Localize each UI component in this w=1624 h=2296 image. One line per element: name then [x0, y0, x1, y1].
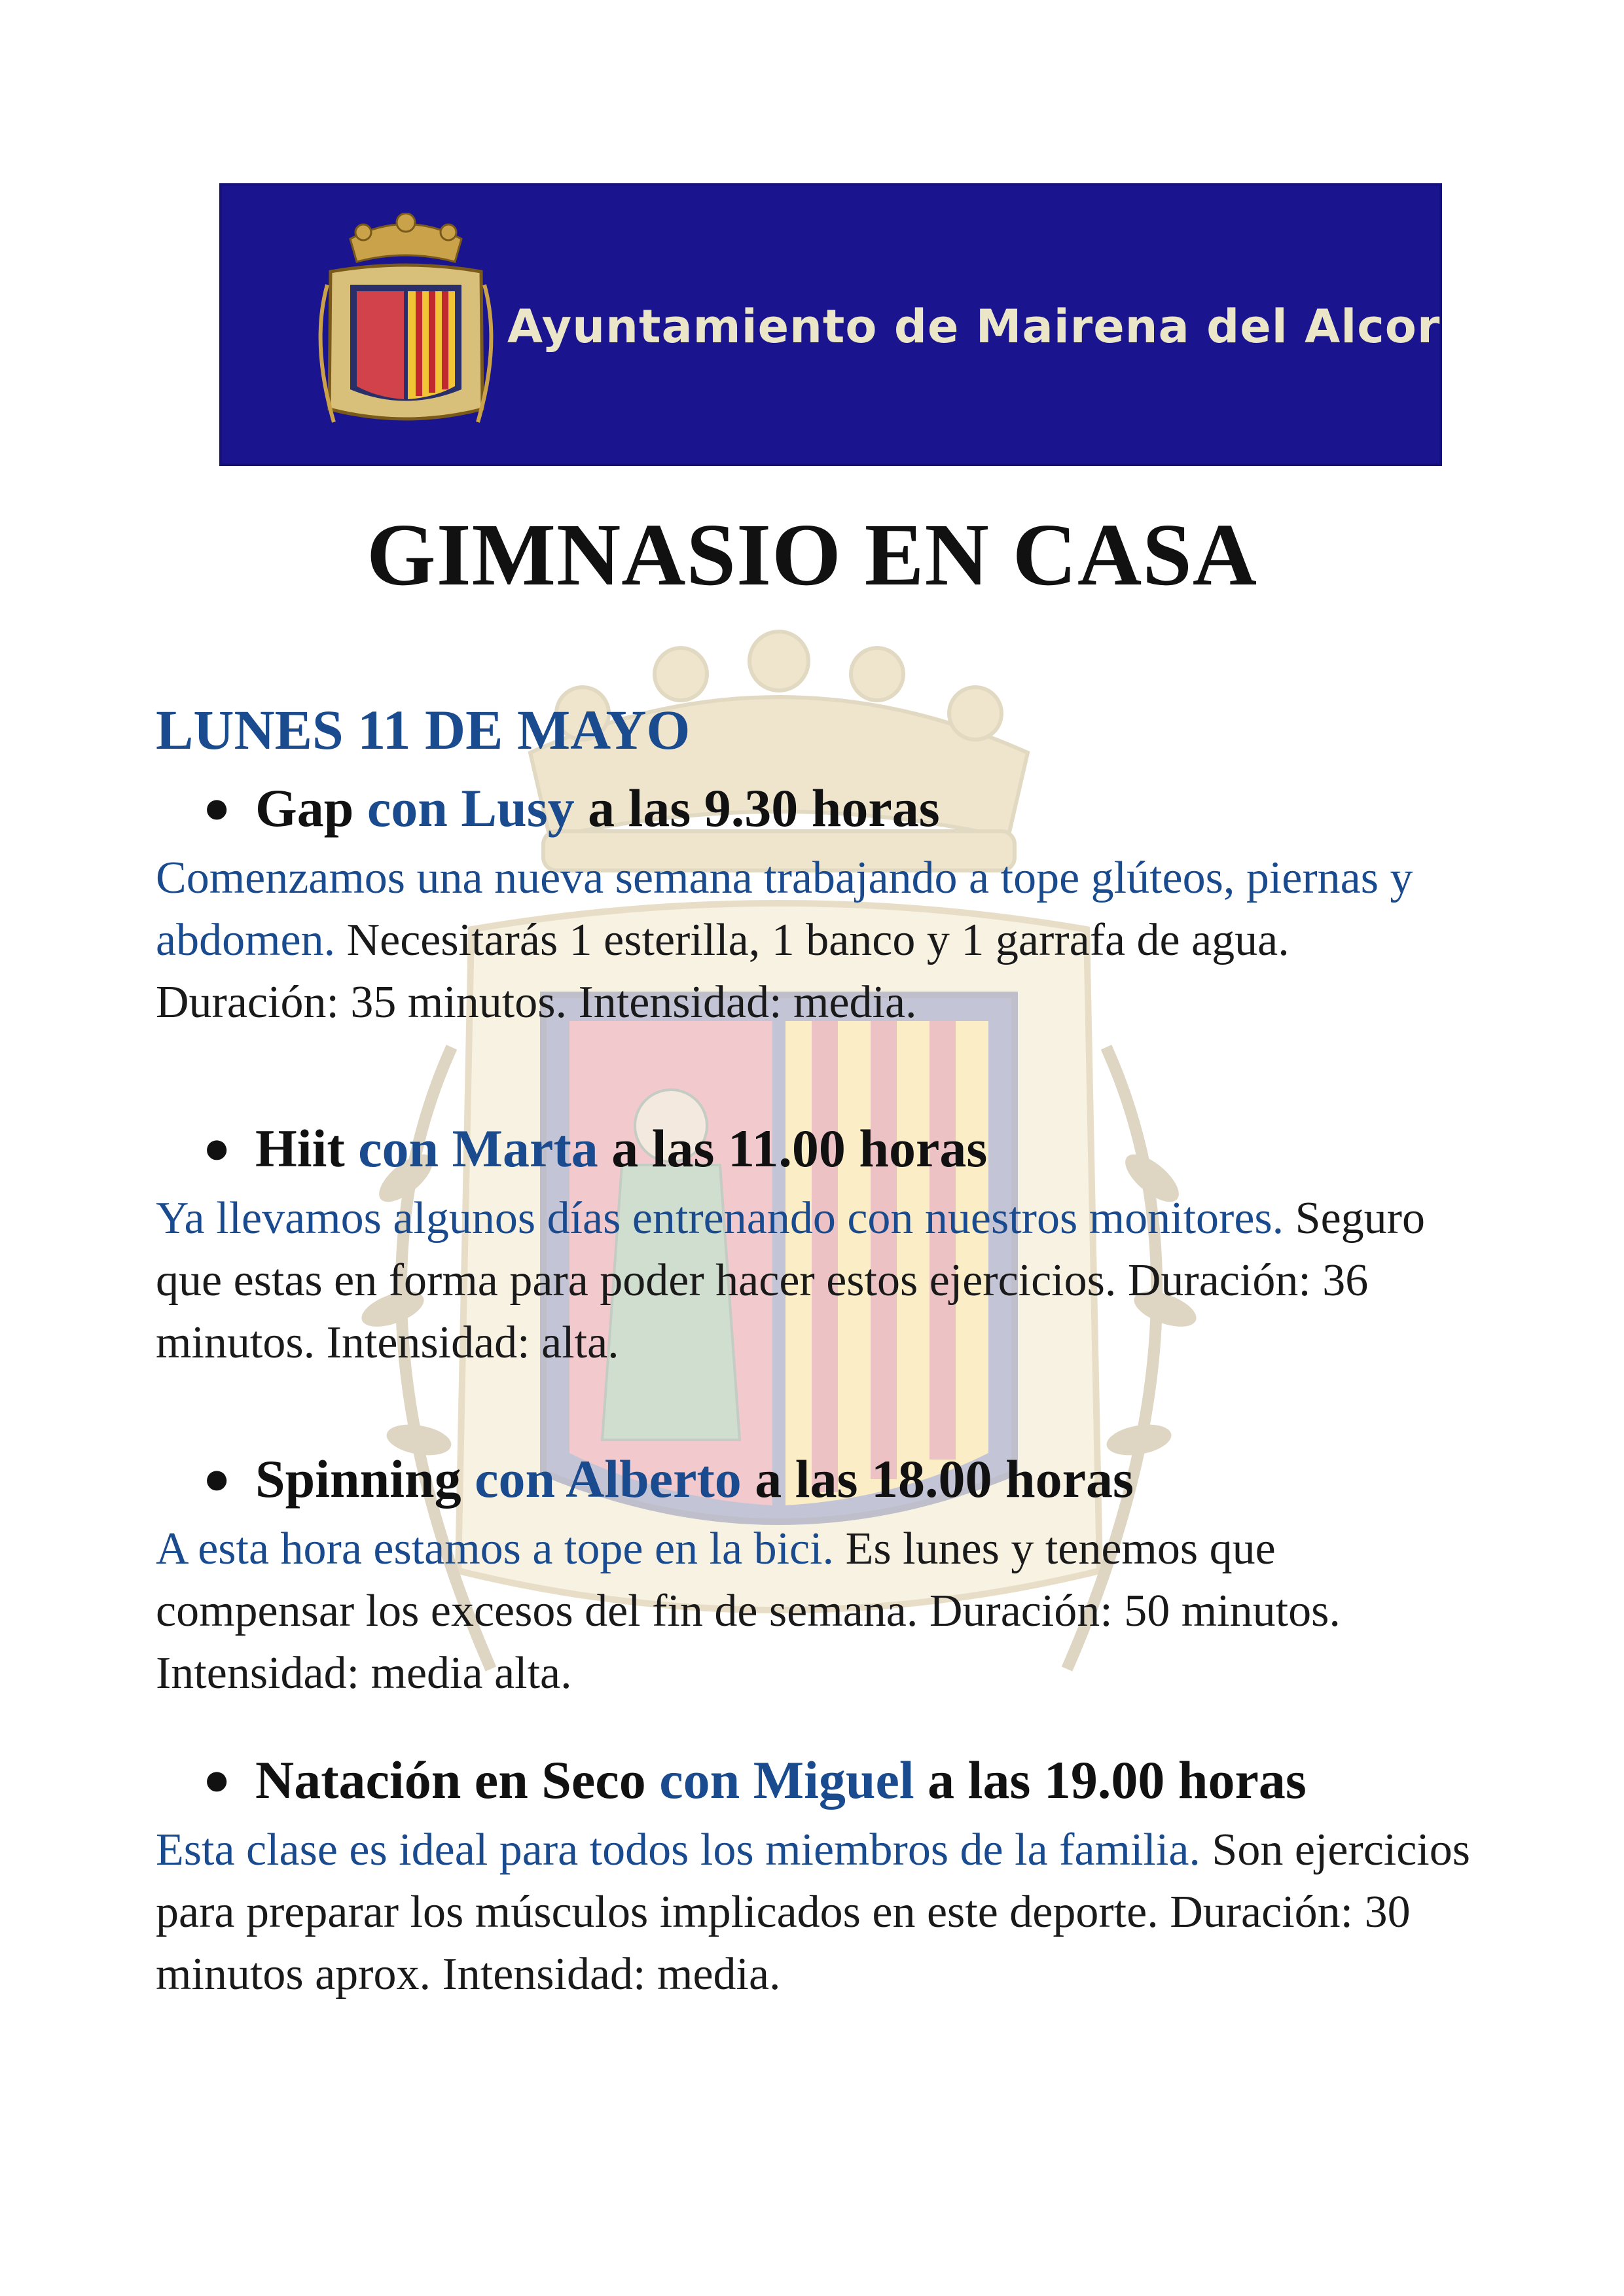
bullet-icon: ●: [203, 1454, 231, 1504]
class-description: [156, 1819, 1478, 2005]
class-item: [156, 772, 1478, 1033]
class-activity: Spinning: [255, 1449, 461, 1509]
class-intro: A esta hora estamos a tope en la bici.: [156, 1524, 835, 1574]
class-activity: Natación en Seco: [255, 1750, 646, 1810]
class-title: [203, 1113, 1478, 1185]
class-time: a las 18.00 horas: [755, 1449, 1134, 1509]
class-description: [156, 1518, 1478, 1704]
class-intro: Comenzamos una nueva semana trabajando a tope glúteos, piernas y abdomen.: [156, 853, 1413, 965]
day-heading: LUNES 11 DE MAYO: [156, 698, 691, 761]
class-details: Es lunes y tenemos que compensar los excesos del fin de semana. Duración: 50 minutos. Intensidad: media alta.: [156, 1524, 1341, 1698]
class-item: [156, 1744, 1478, 2005]
class-item: [156, 1443, 1478, 1704]
class-details: Necesitarás 1 esterilla, 1 banco y 1 garrafa de agua. Duración: 35 minutos. Intensidad: media.: [156, 915, 1290, 1028]
class-time: a las 11.00 horas: [611, 1119, 988, 1178]
class-title: [203, 772, 1478, 844]
class-description: [156, 1187, 1478, 1374]
class-title: [203, 1744, 1478, 1816]
bullet-icon: ●: [203, 1755, 231, 1805]
class-instructor: con Miguel: [659, 1750, 914, 1810]
class-intro: Esta clase es ideal para todos los miembros de la familia.: [156, 1825, 1200, 1875]
class-instructor: con Marta: [358, 1119, 598, 1178]
class-details: Seguro que estas en forma para poder hacer estos ejercicios. Duración: 36 minutos. Intensidad: alta.: [156, 1193, 1425, 1368]
class-activity: Gap: [255, 778, 354, 838]
header-banner: [219, 183, 1442, 466]
class-instructor: con Alberto: [475, 1449, 742, 1509]
class-item: [156, 1113, 1478, 1374]
organization-name: Ayuntamiento de Mairena del Alcor: [507, 300, 1441, 353]
bullet-icon: ●: [203, 783, 231, 833]
class-time: a las 19.00 horas: [928, 1750, 1307, 1810]
class-intro: Ya llevamos algunos días entrenando con nuestros monitores.: [156, 1193, 1284, 1244]
class-time: a las 9.30 horas: [588, 778, 940, 838]
class-instructor: con Lusy: [367, 778, 575, 838]
class-details: Son ejercicios para preparar los músculos implicados en este deporte. Duración: 30 minutos aprox. Intensidad: media.: [156, 1825, 1470, 2000]
page-title: GIMNASIO EN CASA: [366, 506, 1258, 604]
bullet-icon: ●: [203, 1123, 231, 1174]
coat-of-arms-icon: [311, 213, 501, 439]
class-title: [203, 1443, 1478, 1515]
class-description: [156, 847, 1478, 1033]
class-activity: Hiit: [255, 1119, 345, 1178]
